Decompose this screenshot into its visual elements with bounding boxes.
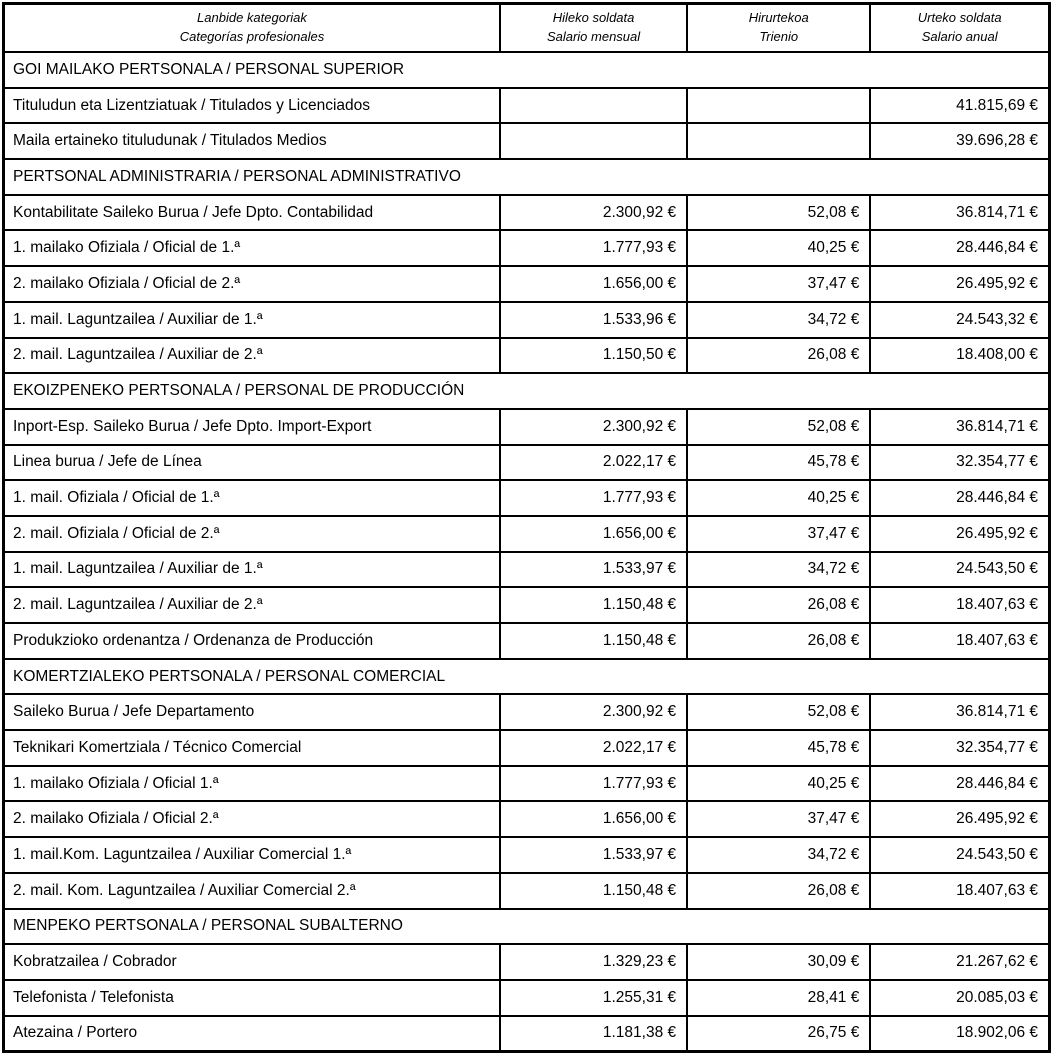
cell-annual: 24.543,50 €	[870, 837, 1049, 873]
cell-monthly: 1.150,50 €	[500, 338, 687, 374]
cell-annual: 36.814,71 €	[870, 195, 1049, 231]
cell-triennium: 34,72 €	[687, 837, 870, 873]
cell-monthly: 2.300,92 €	[500, 409, 687, 445]
table-row	[4, 266, 1050, 302]
header-annual-line1: Urteko soldata	[917, 10, 1002, 26]
header-category-line1: Lanbide kategoriak	[197, 10, 307, 26]
cell-annual: 26.495,92 €	[870, 266, 1049, 302]
cell-annual: 28.446,84 €	[870, 230, 1049, 266]
table-row	[4, 587, 1050, 623]
section-header-row	[4, 52, 1050, 88]
cell-category: Inport-Esp. Saileko Burua / Jefe Dpto. Import-Export	[4, 409, 500, 445]
cell-category: Atezaina / Portero	[4, 1016, 500, 1052]
cell-category: 2. mail. Laguntzailea / Auxiliar de 2.ª	[4, 338, 500, 374]
cell-annual: 24.543,50 €	[870, 552, 1049, 588]
cell-annual: 21.267,62 €	[870, 944, 1049, 980]
header-annual-salary	[870, 4, 1049, 53]
section-title: KOMERTZIALEKO PERTSONALA / PERSONAL COMERCIAL	[4, 659, 1050, 695]
cell-monthly	[500, 123, 687, 159]
cell-triennium: 40,25 €	[687, 230, 870, 266]
cell-category: 1. mail. Ofiziala / Oficial de 1.ª	[4, 480, 500, 516]
cell-triennium: 40,25 €	[687, 766, 870, 802]
cell-triennium: 52,08 €	[687, 409, 870, 445]
cell-triennium: 45,78 €	[687, 730, 870, 766]
cell-annual: 39.696,28 €	[870, 123, 1049, 159]
cell-triennium: 30,09 €	[687, 944, 870, 980]
cell-annual: 36.814,71 €	[870, 694, 1049, 730]
table-row	[4, 123, 1050, 159]
header-annual-line2: Salario anual	[921, 29, 998, 44]
cell-annual: 18.408,00 €	[870, 338, 1049, 374]
table-header	[4, 4, 1050, 53]
cell-triennium: 26,08 €	[687, 623, 870, 659]
cell-annual: 20.085,03 €	[870, 980, 1049, 1016]
section-header-row	[4, 373, 1050, 409]
cell-triennium: 52,08 €	[687, 694, 870, 730]
table-row	[4, 801, 1050, 837]
cell-triennium	[687, 88, 870, 124]
cell-category: 2. mailako Ofiziala / Oficial 2.ª	[4, 801, 500, 837]
cell-category: Telefonista / Telefonista	[4, 980, 500, 1016]
cell-annual: 36.814,71 €	[870, 409, 1049, 445]
table-row	[4, 944, 1050, 980]
cell-monthly: 2.300,92 €	[500, 195, 687, 231]
cell-triennium: 26,08 €	[687, 587, 870, 623]
cell-monthly: 1.533,96 €	[500, 302, 687, 338]
table-row	[4, 409, 1050, 445]
header-monthly-salary	[500, 4, 687, 53]
cell-annual: 28.446,84 €	[870, 480, 1049, 516]
cell-annual: 26.495,92 €	[870, 516, 1049, 552]
cell-triennium: 40,25 €	[687, 480, 870, 516]
cell-annual: 26.495,92 €	[870, 801, 1049, 837]
cell-annual: 18.407,63 €	[870, 587, 1049, 623]
cell-monthly: 1.181,38 €	[500, 1016, 687, 1052]
cell-monthly: 1.533,97 €	[500, 552, 687, 588]
table-row	[4, 88, 1050, 124]
cell-annual: 18.407,63 €	[870, 623, 1049, 659]
section-header-row	[4, 159, 1050, 195]
table-row	[4, 730, 1050, 766]
cell-triennium: 26,08 €	[687, 338, 870, 374]
cell-category: Kontabilitate Saileko Burua / Jefe Dpto. Contabilidad	[4, 195, 500, 231]
cell-monthly: 1.777,93 €	[500, 480, 687, 516]
cell-triennium: 34,72 €	[687, 552, 870, 588]
cell-category: Tituludun eta Lizentziatuak / Titulados y Licenciados	[4, 88, 500, 124]
table-row	[4, 873, 1050, 909]
cell-monthly: 2.022,17 €	[500, 730, 687, 766]
cell-triennium: 37,47 €	[687, 266, 870, 302]
table-row	[4, 694, 1050, 730]
section-title: MENPEKO PERTSONALA / PERSONAL SUBALTERNO	[4, 909, 1050, 945]
table-row	[4, 766, 1050, 802]
table-row	[4, 552, 1050, 588]
cell-category: 1. mail.Kom. Laguntzailea / Auxiliar Comercial 1.ª	[4, 837, 500, 873]
section-header-row	[4, 909, 1050, 945]
cell-category: 1. mail. Laguntzailea / Auxiliar de 1.ª	[4, 302, 500, 338]
table-row	[4, 338, 1050, 374]
cell-category: 2. mail. Kom. Laguntzailea / Auxiliar Comercial 2.ª	[4, 873, 500, 909]
header-monthly-line1: Hileko soldata	[552, 10, 635, 26]
cell-triennium: 37,47 €	[687, 801, 870, 837]
table-row	[4, 302, 1050, 338]
table-row	[4, 837, 1050, 873]
cell-category: Kobratzailea / Cobrador	[4, 944, 500, 980]
cell-category: 1. mail. Laguntzailea / Auxiliar de 1.ª	[4, 552, 500, 588]
header-category-line2: Categorías profesionales	[179, 29, 325, 44]
header-row	[4, 4, 1050, 53]
cell-category: 1. mailako Ofiziala / Oficial 1.ª	[4, 766, 500, 802]
cell-triennium: 28,41 €	[687, 980, 870, 1016]
cell-category: Linea burua / Jefe de Línea	[4, 445, 500, 481]
cell-monthly	[500, 88, 687, 124]
cell-monthly: 1.150,48 €	[500, 623, 687, 659]
header-category	[4, 4, 500, 53]
cell-annual: 18.407,63 €	[870, 873, 1049, 909]
table-row	[4, 623, 1050, 659]
cell-monthly: 2.022,17 €	[500, 445, 687, 481]
cell-category: 2. mailako Ofiziala / Oficial de 2.ª	[4, 266, 500, 302]
cell-monthly: 1.656,00 €	[500, 266, 687, 302]
table-row	[4, 516, 1050, 552]
header-triennium-line2: Trienio	[759, 29, 799, 44]
table-row	[4, 195, 1050, 231]
cell-monthly: 1.255,31 €	[500, 980, 687, 1016]
cell-monthly: 1.150,48 €	[500, 587, 687, 623]
table-row	[4, 480, 1050, 516]
cell-monthly: 1.656,00 €	[500, 516, 687, 552]
cell-triennium: 26,75 €	[687, 1016, 870, 1052]
cell-annual: 32.354,77 €	[870, 730, 1049, 766]
cell-triennium: 52,08 €	[687, 195, 870, 231]
table-row	[4, 445, 1050, 481]
section-title: PERTSONAL ADMINISTRARIA / PERSONAL ADMINISTRATIVO	[4, 159, 1050, 195]
cell-monthly: 1.656,00 €	[500, 801, 687, 837]
salary-table	[2, 2, 1051, 1053]
section-header-row	[4, 659, 1050, 695]
cell-annual: 41.815,69 €	[870, 88, 1049, 124]
header-triennium	[687, 4, 870, 53]
cell-triennium: 34,72 €	[687, 302, 870, 338]
cell-category: Produkzioko ordenantza / Ordenanza de Producción	[4, 623, 500, 659]
header-triennium-line1: Hirurtekoa	[748, 10, 809, 26]
cell-category: Teknikari Komertziala / Técnico Comercial	[4, 730, 500, 766]
cell-category: Maila ertaineko tituludunak / Titulados Medios	[4, 123, 500, 159]
cell-monthly: 2.300,92 €	[500, 694, 687, 730]
cell-annual: 32.354,77 €	[870, 445, 1049, 481]
cell-monthly: 1.777,93 €	[500, 766, 687, 802]
cell-monthly: 1.533,97 €	[500, 837, 687, 873]
table-row	[4, 1016, 1050, 1052]
header-monthly-line2: Salario mensual	[546, 29, 641, 44]
table-row	[4, 230, 1050, 266]
cell-category: 2. mail. Ofiziala / Oficial de 2.ª	[4, 516, 500, 552]
table-body	[4, 52, 1050, 1052]
cell-category: Saileko Burua / Jefe Departamento	[4, 694, 500, 730]
cell-annual: 28.446,84 €	[870, 766, 1049, 802]
cell-category: 2. mail. Laguntzailea / Auxiliar de 2.ª	[4, 587, 500, 623]
cell-monthly: 1.329,23 €	[500, 944, 687, 980]
cell-category: 1. mailako Ofiziala / Oficial de 1.ª	[4, 230, 500, 266]
cell-monthly: 1.777,93 €	[500, 230, 687, 266]
cell-annual: 18.902,06 €	[870, 1016, 1049, 1052]
cell-triennium: 37,47 €	[687, 516, 870, 552]
cell-monthly: 1.150,48 €	[500, 873, 687, 909]
cell-triennium: 26,08 €	[687, 873, 870, 909]
cell-triennium: 45,78 €	[687, 445, 870, 481]
cell-annual: 24.543,32 €	[870, 302, 1049, 338]
table-row	[4, 980, 1050, 1016]
cell-triennium	[687, 123, 870, 159]
section-title: EKOIZPENEKO PERTSONALA / PERSONAL DE PRODUCCIÓN	[4, 373, 1050, 409]
section-title: GOI MAILAKO PERTSONALA / PERSONAL SUPERIOR	[4, 52, 1050, 88]
